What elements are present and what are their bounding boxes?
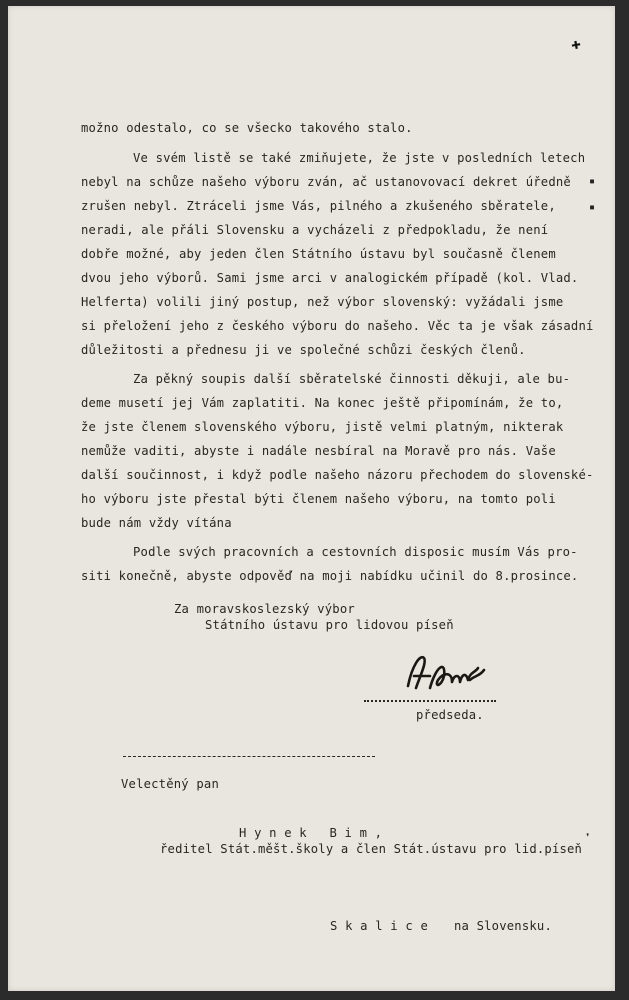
body-line: neradi, ale přáli Slovensku a vycházeli z předpokladu, že není <box>81 223 549 237</box>
signature-line <box>364 700 496 702</box>
recipient-title: ředitel Stát.měšt.školy a člen Stát.ústavu pro lid.píseň <box>160 842 583 856</box>
closing-line: Za moravskoslezský výbor <box>174 602 355 616</box>
signature-title: předseda. <box>416 708 484 722</box>
body-line: dobře možné, aby jeden člen Státního ústavu byl současně členem <box>81 247 556 261</box>
body-line: možno odestalo, co se všecko takového stalo. <box>81 121 413 135</box>
recipient-name: H y n e k B i m , <box>239 826 383 840</box>
body-line: Za pěkný soupis další sběratelské činnosti děkuji, ale bu- <box>133 372 571 386</box>
closing-line: Státního ústavu pro lidovou píseň <box>205 618 454 632</box>
body-line: Ve svém listě se také zmiňujete, že jste v posledních letech <box>133 151 586 165</box>
body-line: nebyl na schůze našeho výboru zván, ač ustanovovací dekret úředně <box>81 175 571 189</box>
body-line: deme musetí jej Vám zaplatiti. Na konec ještě připomínám, že to, <box>81 396 564 410</box>
body-line: další součinnost, i když podle našeho názoru přechodem do slovenské- <box>81 468 594 482</box>
body-line: ho výboru jste přestal býti členem našeho výboru, na tomto poli <box>81 492 556 506</box>
body-line: bude nám vždy vítána <box>81 516 232 530</box>
body-line: že jste členem slovenského výboru, jistě velmi platným, nikterak <box>81 420 564 434</box>
salutation: Velectěný pan <box>121 777 219 791</box>
recipient-place: S k a l i c e <box>330 919 428 933</box>
margin-mark-icon: ❜ <box>584 831 592 845</box>
margin-mark-icon: ▪ <box>589 202 596 213</box>
body-line: dvou jeho výborů. Sami jsme arci v analogickém případě (kol. Vlad. <box>81 271 579 285</box>
body-line: siti konečně, abyste odpověď na moji nabídku učinil do 8.prosince. <box>81 569 579 583</box>
body-line: si přeložení jeho z českého výboru do našeho. Věc ta je však zásadní <box>81 319 594 333</box>
letter-page <box>8 6 615 991</box>
ink-mark-icon: ✚ <box>569 33 583 54</box>
body-line: Podle svých pracovních a cestovních disposic musím Vás pro- <box>133 545 578 559</box>
body-line: nemůže vaditi, abyste i nadále nesbíral na Moravě pro nás. Vaše <box>81 444 556 458</box>
handwritten-signature <box>400 646 492 698</box>
body-line: důležitosti a přednesu ji ve společné schůzi českých členů. <box>81 343 526 357</box>
body-line: Helferta) volili jiný postup, než výbor slovenský: vyžádali jsme <box>81 295 564 309</box>
recipient-region: na Slovensku. <box>454 919 552 933</box>
body-line: zrušen nebyl. Ztráceli jsme Vás, pilného a zkušeného sběratele, <box>81 199 556 213</box>
divider <box>123 756 375 757</box>
margin-mark-icon: ▪ <box>589 176 596 187</box>
